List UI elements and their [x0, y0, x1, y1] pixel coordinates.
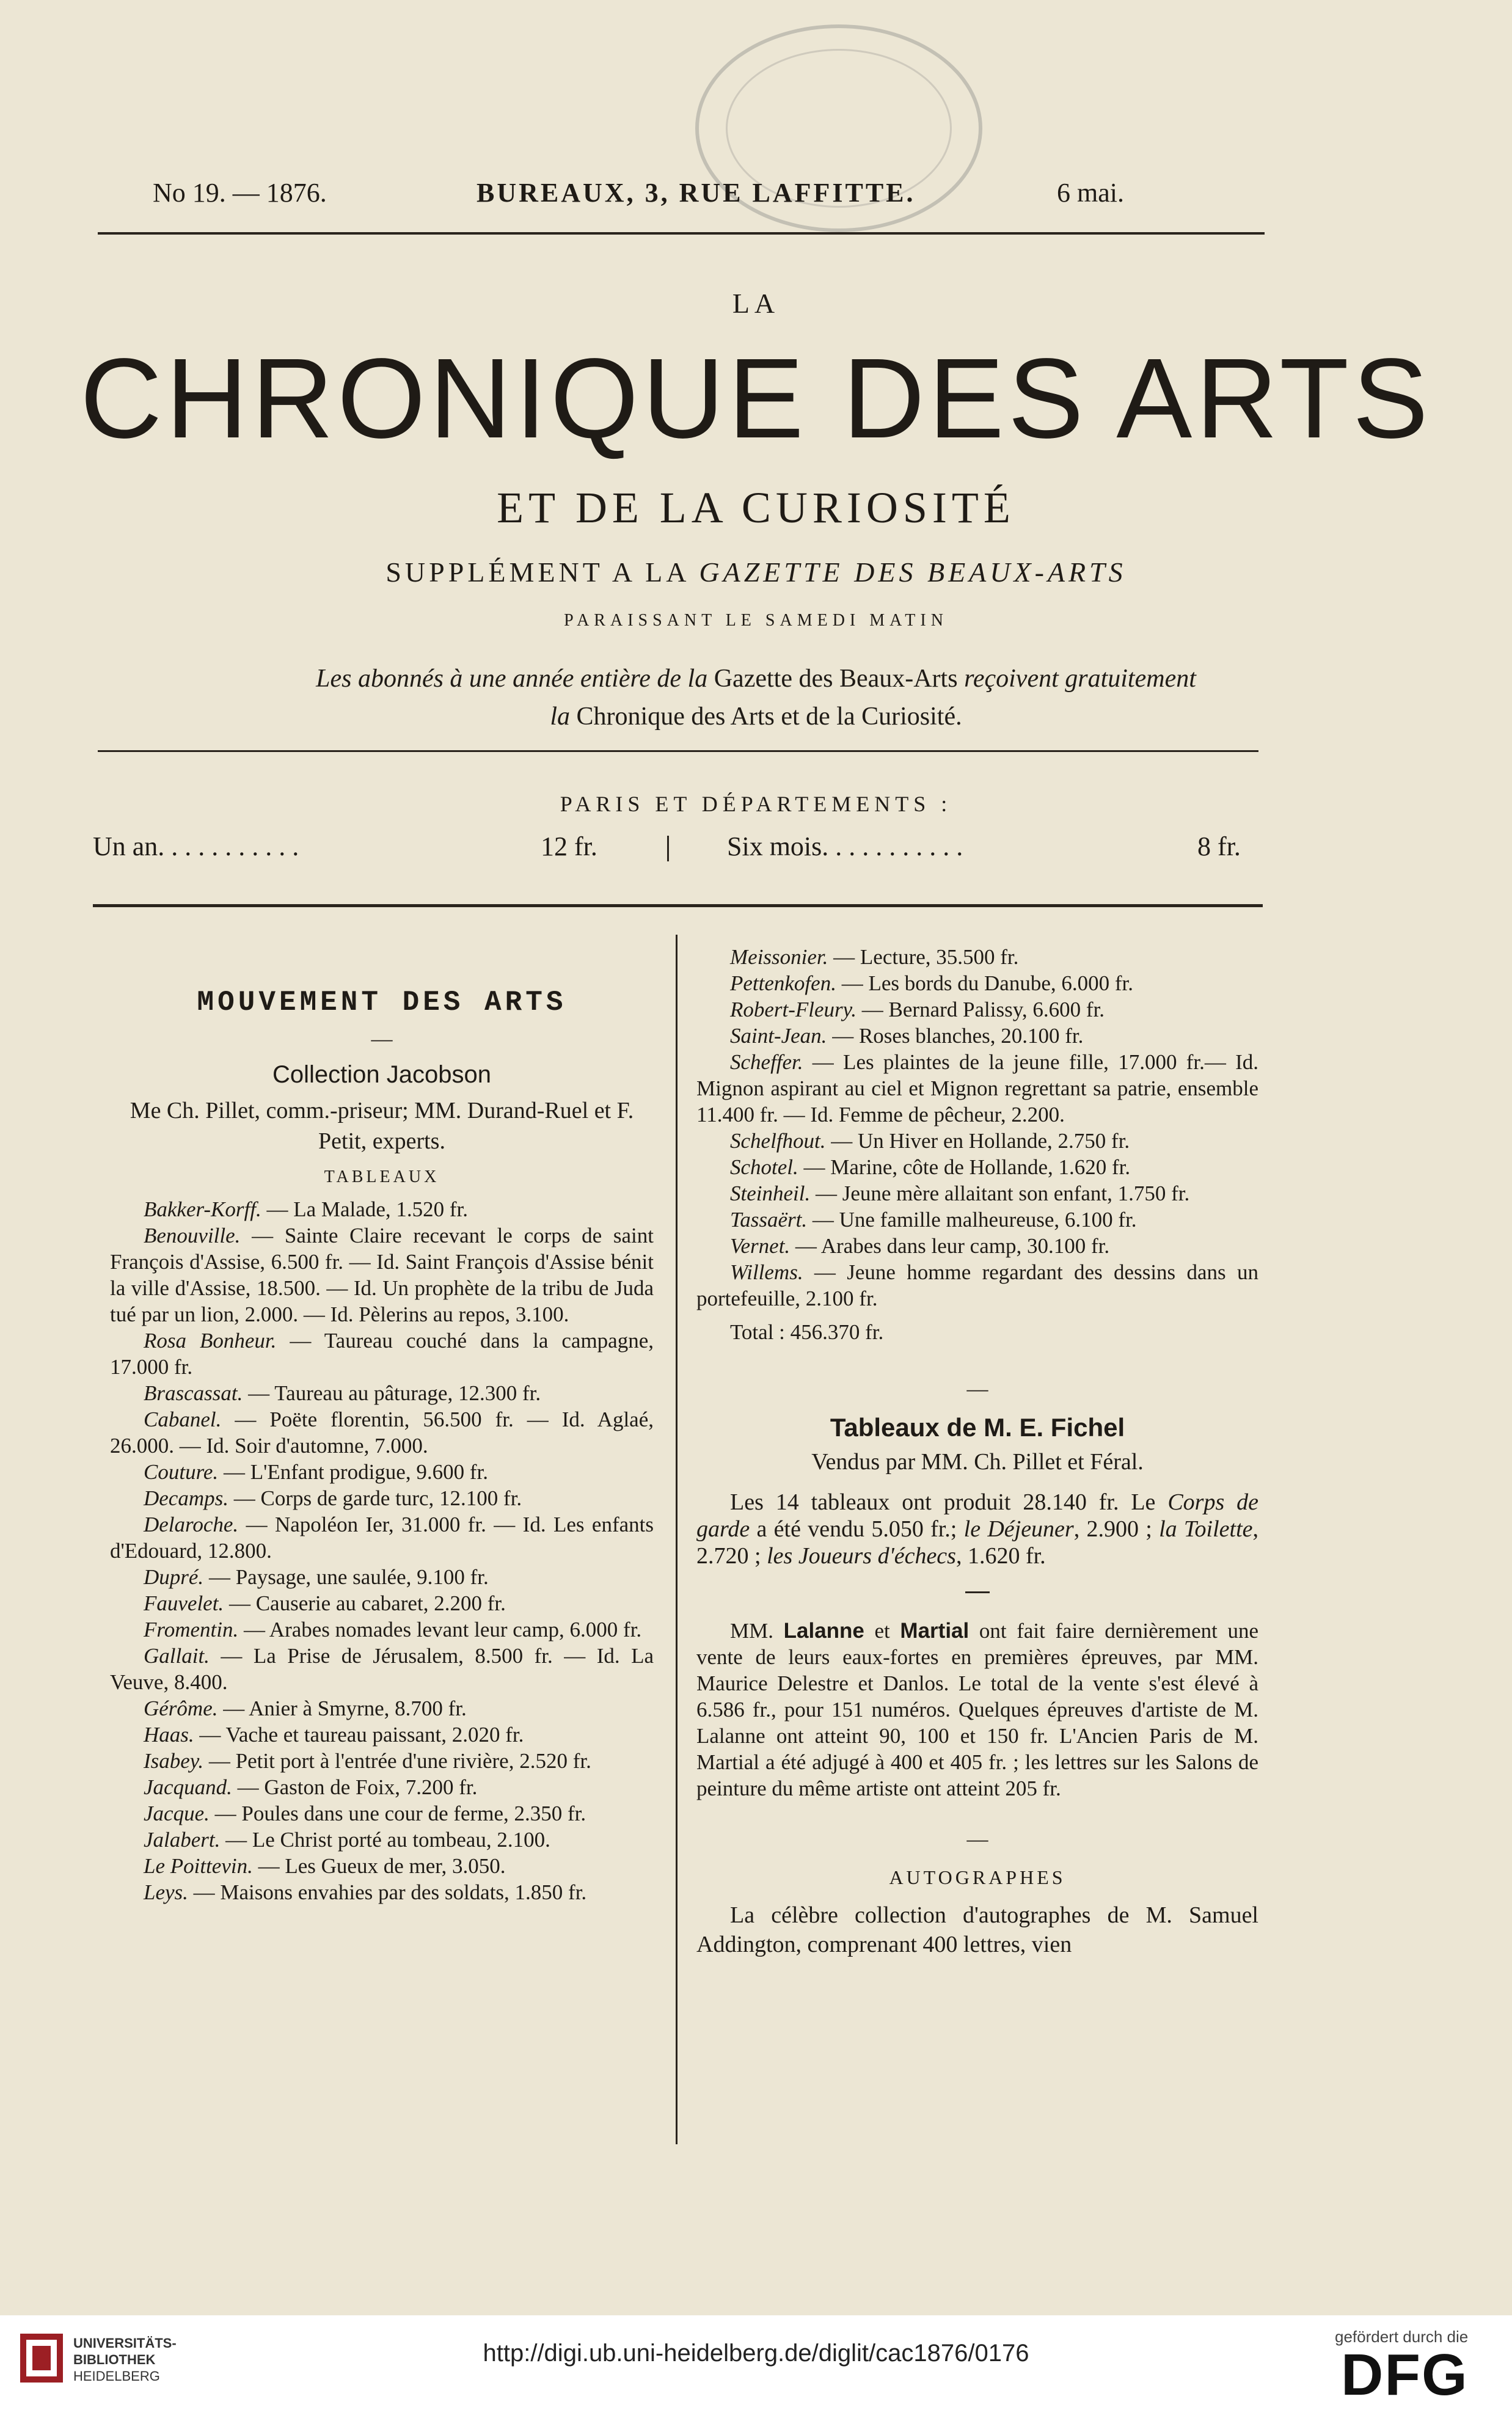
- entry-artist: Jacquand.: [144, 1775, 232, 1799]
- sale-entry: [110, 1853, 654, 1879]
- total-line: Total : 456.370 fr.: [730, 1320, 884, 1344]
- uni-line-2: BIBLIOTHEK: [73, 2352, 156, 2367]
- sale-entry: [696, 1180, 1258, 1207]
- entry-artist: Saint-Jean.: [730, 1024, 827, 1048]
- sale-entry: [696, 970, 1258, 996]
- fichel-subtitle: Vendus par MM. Ch. Pillet et Féral.: [811, 1449, 1144, 1475]
- divider-dash-2: —: [966, 1377, 988, 1401]
- masthead-subtitle: ET DE LA CURIOSITÉ: [497, 483, 1015, 532]
- sale-entry: [696, 996, 1258, 1023]
- masthead-rule: [98, 750, 1258, 752]
- experts-line: Me Ch. Pillet, comm.-priseur; MM. Durand-Ruel et F. Petit, experts.: [130, 1098, 634, 1154]
- masthead-la: LA: [732, 288, 780, 319]
- entry-artist: Schotel.: [730, 1155, 798, 1179]
- sale-entry: [696, 1049, 1258, 1128]
- lalanne-name: Lalanne: [783, 1619, 864, 1643]
- entry-artist: Jacque.: [144, 1802, 210, 1825]
- entry-text: — Sainte Claire recevant le corps de saint François d'Assise, 6.500 fr. — Id. Saint François d'Assise bénit la ville d'Assise, 18.500. — Id. Un prophète de la tribu de Juda tué par un lion, 2.000. — Id. Pèlerins au repos, 3.100.: [110, 1224, 654, 1326]
- footer-bar: [0, 2315, 1512, 2421]
- entry-text: — Arabes dans leur camp, 30.100 fr.: [790, 1234, 1110, 1258]
- year-price: 12 fr.: [541, 831, 597, 861]
- six-months-label: Six mois. . . . . . . . . . .: [727, 831, 963, 861]
- sale-entry: [696, 1154, 1258, 1180]
- collection-title: Collection Jacobson: [272, 1061, 491, 1088]
- top-content-rule: [93, 904, 1263, 907]
- entry-text: — Les plaintes de la jeune fille, 17.000 fr.— Id. Mignon aspirant au ciel et Mignon regrettant sa patrie, ensemble 11.400 fr. — Id. Femme de pêcheur, 2.200.: [696, 1050, 1258, 1127]
- entry-artist: Le Poittevin.: [144, 1854, 253, 1878]
- entry-text: — Gaston de Foix, 7.200 fr.: [232, 1775, 478, 1799]
- sale-entry: [110, 1643, 654, 1695]
- entry-text: — Vache et taureau paissant, 2.020 fr.: [194, 1723, 524, 1747]
- masthead-title: CHRONIQUE DES ARTS: [80, 335, 1432, 462]
- right-entries: [696, 944, 1258, 1312]
- sale-entry: [696, 1207, 1258, 1233]
- entry-text: — Jeune mère allaitant son enfant, 1.750 fr.: [810, 1181, 1190, 1205]
- entry-text: — Marine, côte de Hollande, 1.620 fr.: [798, 1155, 1131, 1179]
- six-months-price: 8 fr.: [1197, 831, 1241, 861]
- sale-entry: [696, 944, 1258, 970]
- entry-text: — Maisons envahies par des soldats, 1.850 fr.: [188, 1880, 587, 1904]
- entry-text: — Le Christ porté au tombeau, 2.100.: [220, 1828, 550, 1852]
- fichel-text-g: , 2.720 ;: [696, 1516, 1259, 1569]
- entry-artist: Gérôme.: [144, 1696, 218, 1720]
- section-title: MOUVEMENT DES ARTS: [197, 987, 567, 1018]
- fichel-text-i: , 1.620 fr.: [955, 1543, 1046, 1569]
- year-label: Un an. . . . . . . . . . .: [93, 831, 299, 861]
- fichel-paragraph: [696, 1489, 1258, 1569]
- entry-text: — La Malade, 1.520 fr.: [261, 1197, 468, 1221]
- sale-entry: [110, 1616, 654, 1643]
- sale-entry: [696, 1128, 1258, 1154]
- abonnes-notice: [0, 660, 1512, 736]
- entry-artist: Fromentin.: [144, 1618, 239, 1641]
- fichel-title: Tableaux de M. E. Fichel: [830, 1413, 1125, 1442]
- entry-artist: Gallait.: [144, 1644, 210, 1668]
- entry-artist: Jalabert.: [144, 1828, 221, 1852]
- entry-text: — Taureau au pâturage, 12.300 fr.: [243, 1381, 541, 1405]
- entry-text: — Jeune homme regardant des dessins dans un portefeuille, 2.100 fr.: [696, 1260, 1258, 1310]
- sale-entry: [110, 1827, 654, 1853]
- entry-text: — La Prise de Jérusalem, 8.500 fr. — Id. La Veuve, 8.400.: [110, 1644, 654, 1694]
- funding-note: gefördert durch die: [1335, 2328, 1469, 2346]
- abonnes-text-b: Gazette des Beaux-Arts: [714, 665, 965, 693]
- entry-text: — Une famille malheureuse, 6.100 fr.: [807, 1208, 1137, 1232]
- uni-line-1: UNIVERSITÄTS-: [73, 2335, 177, 2351]
- left-column: [110, 987, 654, 1905]
- abonnes-text-e: Chronique des Arts et de la Curiosité.: [576, 703, 962, 731]
- entry-artist: Benouville.: [144, 1224, 241, 1247]
- sale-entry: [110, 1511, 654, 1564]
- entry-artist: Delaroche.: [144, 1513, 239, 1536]
- entry-artist: Rosa Bonheur.: [144, 1329, 277, 1353]
- sale-entry: [110, 1327, 654, 1380]
- entry-text: — Poules dans une cour de ferme, 2.350 fr.: [209, 1802, 586, 1825]
- sale-entry: [110, 1222, 654, 1327]
- entry-artist: Dupré.: [144, 1565, 204, 1589]
- supplement-line: [0, 556, 1512, 588]
- martial-name: Martial: [900, 1619, 970, 1643]
- entry-artist: Leys.: [144, 1880, 188, 1904]
- entry-artist: Vernet.: [730, 1234, 791, 1258]
- sale-entry: [110, 1459, 654, 1485]
- lalanne-text: ont fait faire dernièrement une vente de leurs eaux-fortes en premières épreuves, par MM. Maurice Delestre et Danlos. Le total de la vente s'est élevé à 6.586 fr., pour 151 numéros. Quelques épreuves d'artiste de M. Lalanne ont atteint 90, 100 et 150 fr. L'Ancien Paris de M. Martial a été adjugé à 400 et 405 fr. ; les lettres sur les Salons de peinture du même artiste ont atteint 205 fr.: [696, 1619, 1259, 1800]
- divider-dash-3: —: [966, 1827, 988, 1851]
- entry-artist: Brascassat.: [144, 1381, 243, 1405]
- sale-entry: [110, 1564, 654, 1590]
- sale-entry: [110, 1774, 654, 1800]
- subscription-heading: PARIS ET DÉPARTEMENTS :: [560, 792, 952, 816]
- entry-artist: Fauvelet.: [144, 1591, 224, 1615]
- fichel-text-f: la Toilette: [1159, 1516, 1253, 1542]
- entry-text: — Les Gueux de mer, 3.050.: [252, 1854, 506, 1878]
- office-address: BUREAUX, 3, RUE LAFFITTE.: [477, 178, 916, 208]
- tableaux-heading: TABLEAUX: [324, 1167, 440, 1186]
- fichel-text-h: les Joueurs d'échecs: [767, 1543, 956, 1569]
- entry-artist: Steinheil.: [730, 1181, 811, 1205]
- header-rule: [98, 232, 1265, 235]
- entry-artist: Cabanel.: [144, 1408, 222, 1431]
- sale-entry: [110, 1722, 654, 1748]
- entry-text: — Bernard Palissy, 6.600 fr.: [856, 998, 1105, 1021]
- source-url[interactable]: http://digi.ub.uni-heidelberg.de/diglit/cac1876/0176: [483, 2340, 1029, 2367]
- entry-artist: Willems.: [730, 1260, 803, 1284]
- entry-artist: Bakker-Korff.: [144, 1197, 261, 1221]
- sale-entry: [110, 1590, 654, 1616]
- entry-artist: Robert-Fleury.: [730, 998, 857, 1021]
- sale-entry: [110, 1406, 654, 1459]
- autographes-text: La célèbre collection d'autographes de M. Samuel Addington, comprenant 400 lettres, vien: [696, 1902, 1258, 1957]
- lalanne-et: et: [864, 1619, 900, 1643]
- left-entries: [110, 1196, 654, 1905]
- entry-text: — Causerie au cabaret, 2.200 fr.: [224, 1591, 506, 1615]
- abonnes-text-c: reçoivent gratuitement: [964, 665, 1196, 693]
- entry-text: — Petit port à l'entrée d'une rivière, 2.520 fr.: [203, 1749, 591, 1773]
- sale-entry: [110, 1485, 654, 1511]
- fichel-text-b: Corps de garde: [696, 1489, 1258, 1542]
- entry-artist: Pettenkofen.: [730, 971, 836, 995]
- abonnes-text-a: Les abonnés à une année entière de la: [316, 665, 714, 693]
- entry-text: — L'Enfant prodigue, 9.600 fr.: [218, 1460, 488, 1484]
- sale-entry: [110, 1380, 654, 1406]
- issue-number: No 19. — 1876.: [153, 178, 327, 208]
- entry-text: — Un Hiver en Hollande, 2.750 fr.: [825, 1129, 1130, 1153]
- sale-entry: [696, 1023, 1258, 1049]
- entry-text: — Roses blanches, 20.100 fr.: [827, 1024, 1084, 1048]
- supplement-gazette: GAZETTE DES BEAUX-ARTS: [699, 557, 1127, 588]
- sale-entry: [110, 1748, 654, 1774]
- fichel-text-c: a été vendu 5.050 fr.;: [750, 1516, 964, 1542]
- entry-text: — Les bords du Danube, 6.000 fr.: [836, 971, 1133, 995]
- fichel-text-a: Les 14 tableaux ont produit 28.140 fr. Le: [730, 1489, 1168, 1515]
- entry-text: — Corps de garde turc, 12.100 fr.: [228, 1486, 522, 1510]
- lalanne-paragraph: [696, 1618, 1258, 1802]
- entry-text: — Taureau couché dans la campagne, 17.000 fr.: [110, 1329, 654, 1379]
- entry-artist: Schelfhout.: [730, 1129, 826, 1153]
- entry-artist: Couture.: [144, 1460, 219, 1484]
- entry-text: — Lecture, 35.500 fr.: [828, 945, 1019, 969]
- entry-text: — Poëte florentin, 56.500 fr. — Id. Aglaé, 26.000. — Id. Soir d'automne, 7.000.: [110, 1408, 654, 1458]
- price-separator: [667, 836, 669, 861]
- sale-entry: [110, 1879, 654, 1905]
- uni-line-3: HEIDELBERG: [73, 2368, 160, 2384]
- sale-entry: [110, 1800, 654, 1827]
- fichel-text-d: le Déjeuner: [963, 1516, 1074, 1542]
- issue-date: 6 mai.: [1057, 178, 1124, 208]
- entry-artist: Tassaërt.: [730, 1208, 808, 1232]
- entry-artist: Scheffer.: [730, 1050, 803, 1074]
- lalanne-mm: MM.: [730, 1619, 784, 1643]
- autographes-heading: AUTOGRAPHES: [889, 1866, 1066, 1888]
- entry-text: — Anier à Smyrne, 8.700 fr.: [217, 1696, 467, 1720]
- sale-entry: [696, 1259, 1258, 1312]
- sale-entry: [110, 1196, 654, 1222]
- entry-artist: Haas.: [144, 1723, 194, 1747]
- sale-entry: [110, 1695, 654, 1722]
- entry-artist: Decamps.: [144, 1486, 228, 1510]
- short-rule: [965, 1591, 990, 1593]
- divider-dash: —: [371, 1027, 393, 1051]
- right-column: [696, 944, 1258, 1959]
- entry-artist: Meissonier.: [730, 945, 828, 969]
- sale-entry: [696, 1233, 1258, 1259]
- entry-text: — Napoléon Ier, 31.000 fr. — Id. Les enfants d'Edouard, 12.800.: [110, 1513, 654, 1563]
- paraissant-line: PARAISSANT LE SAMEDI MATIN: [564, 611, 948, 630]
- supplement-prefix: SUPPLÉMENT A LA: [385, 557, 699, 588]
- entry-text: — Paysage, une saulée, 9.100 fr.: [203, 1565, 489, 1589]
- column-divider: [676, 935, 677, 2144]
- dfg-logo: DFG: [1341, 2342, 1469, 2408]
- fichel-text-e: , 2.900 ;: [1073, 1516, 1160, 1542]
- abonnes-text-d: la: [550, 703, 577, 731]
- entry-artist: Isabey.: [144, 1749, 204, 1773]
- entry-text: — Arabes nomades levant leur camp, 6.000 fr.: [238, 1618, 642, 1641]
